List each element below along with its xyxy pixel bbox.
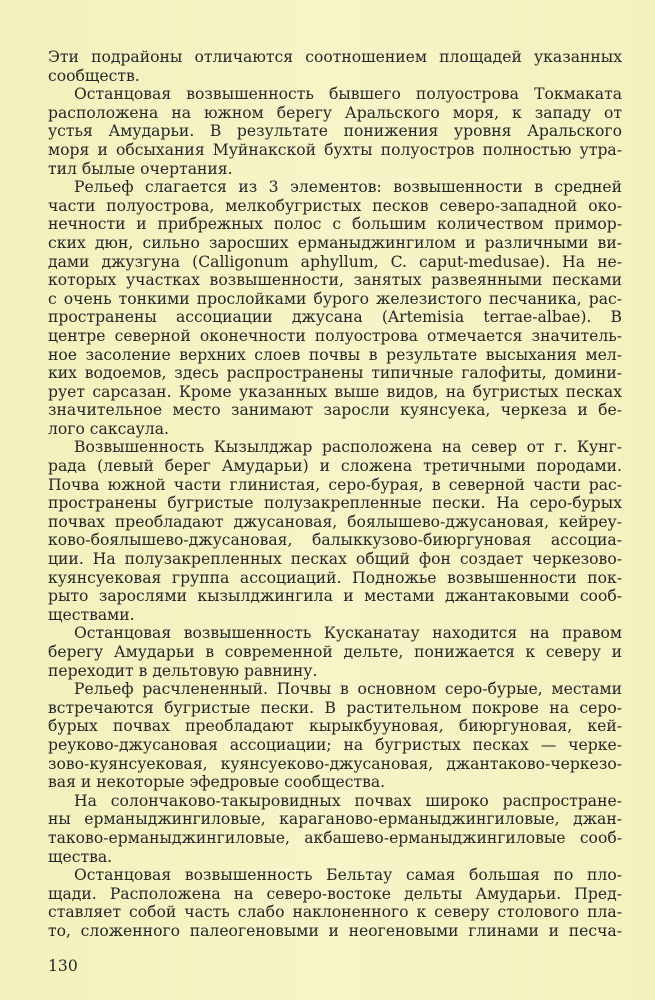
text-line: ково-боялышево-джусановая, балыккузово-биюргуновая ассоциа-	[48, 531, 622, 550]
text-line: почвах преобладают джусановая, боялышево-джусановая, кейреу-	[48, 512, 622, 531]
text-line: рада (левый берег Амударьи) и сложена третичными породами.	[48, 457, 622, 476]
text-line: Останцовая возвышенность Бельтау самая большая по пло-	[74, 866, 622, 885]
text-line: устья Амударьи. В результате понижения уровня Аральского	[48, 122, 622, 141]
text-line: зово-куянсуековая, куянсуеково-джусановая, джантаково-черкезо-	[48, 754, 622, 773]
text-line: рыто зарослями кызылджингила и местами джантаковыми сооб-	[48, 587, 622, 606]
text-line: ное засоление верхних слоев почвы в результате высыхания мел-	[48, 345, 622, 364]
text-line: Почва южной части глинистая, серо-бурая, в северной части рас-	[48, 475, 622, 494]
text-line: Останцовая возвышенность Кусканатау находится на правом	[74, 624, 622, 643]
text-line: расположена на южном берегу Аральского моря, к западу от	[48, 103, 622, 122]
text-line: ществами.	[48, 605, 135, 624]
text-line: ны ерманыджингиловые, караганово-ерманыджингиловые, джан-	[48, 810, 622, 829]
body-text	[48, 48, 622, 941]
text-line: Возвышенность Кызылджар расположена на север от г. Кунг-	[74, 438, 622, 457]
text-line: щества.	[48, 847, 113, 866]
text-line: Эти подрайоны отличаются соотношением площадей указанных	[48, 48, 622, 66]
text-line: нечности и прибрежных полос с большим количеством примор-	[48, 215, 622, 234]
text-line: значительное место занимают заросли куянсуека, черкеза и бе-	[48, 401, 622, 420]
text-line: реуково-джусановая ассоциации; на бугристых песках — черке-	[48, 735, 622, 754]
text-line: вая и некоторые эфедровые сообщества.	[48, 773, 386, 792]
text-line: моря и обсыхания Муйнакской бухты полуостров полностью утра-	[48, 140, 622, 159]
text-line: части полуострова, мелкобугристых песков северо-западной око-	[48, 196, 622, 215]
text-line: Рельеф слагается из 3 элементов: возвышенности в средней	[74, 178, 622, 197]
text-line: с очень тонкими прослойками бурого железистого песчаника, рас-	[48, 289, 622, 308]
text-line: переходит в дельтовую равнину.	[48, 661, 318, 680]
text-line: ских дюн, сильно заросших ерманыджингилом и различными ви-	[48, 233, 622, 252]
text-line: рует сарсазан. Кроме указанных выше видов, на бугристых песках	[48, 382, 622, 401]
text-line: встречаются бугристые пески. В растительном покрове на серо-	[48, 698, 622, 717]
text-line: дами джузгуна (Calligonum aphyllum, C. caput-medusae). На не-	[48, 252, 622, 271]
text-line: берегу Амударьи в современной дельте, понижается к северу и	[48, 643, 622, 661]
text-line: ции. На полузакрепленных песках общий фон создает черкезово-	[48, 550, 622, 569]
text-line: куянсуековая группа ассоциаций. Подножье возвышенности пок-	[48, 568, 622, 587]
text-line: сообществ.	[48, 66, 140, 85]
page-number: 130	[48, 957, 78, 975]
text-line: которых участках возвышенности, занятых развеянными песками	[48, 271, 622, 290]
text-line: центре северной оконечности полуострова отмечается значитель-	[48, 326, 622, 345]
text-line: тил былые очертания.	[48, 159, 233, 178]
text-line: ставляет собой часть слабо наклоненного к северу столового пла-	[48, 903, 622, 922]
text-line: лого саксаула.	[48, 419, 169, 438]
text-line: Рельеф расчлененный. Почвы в основном серо-бурые, местами	[74, 680, 622, 699]
text-line: бурых почвах преобладают кырыкбууновая, биюргуновая, кей-	[48, 717, 622, 736]
text-line: то, сложенного палеогеновыми и неогеновыми глинами и песча-	[48, 921, 622, 940]
text-line: пространены ассоциации джусана (Artemisia terrae-albae). В	[48, 308, 622, 327]
text-line: Останцовая возвышенность бывшего полуострова Токмаката	[74, 85, 622, 104]
text-line: таково-ерманыджингиловые, акбашево-ерманыджингиловые сооб-	[48, 828, 622, 847]
text-line: ких водоемов, здесь распространены типичные галофиты, домини-	[48, 364, 622, 383]
text-line: На солончаково-такыровидных почвах широко распростране-	[74, 791, 622, 810]
text-line: пространены бугристые полузакрепленные пески. На серо-бурых	[48, 494, 622, 513]
text-line: щади. Расположена на северо-востоке дельты Амударьи. Пред-	[48, 884, 622, 903]
